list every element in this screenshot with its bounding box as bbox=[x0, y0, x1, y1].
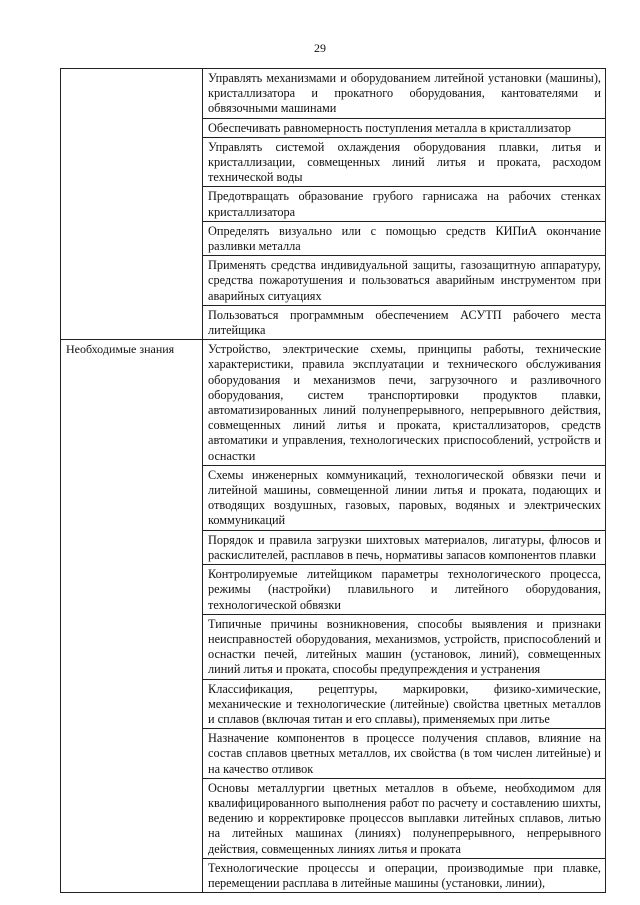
table-cell: Классификация, рецептуры, маркировки, физико-химические, механические и технологические (литейные) свойства цветных металлов и сплавов (включая титан и его сплавы), применяемых при литье bbox=[203, 679, 606, 729]
competency-table bbox=[60, 68, 606, 893]
table-cell: Применять средства индивидуальной защиты, газозащитную аппаратуру, средства пожаротушения и пользоваться аварийным инструментом при аварийных ситуациях bbox=[203, 256, 606, 306]
table-cell: Контролируемые литейщиком параметры технологического процесса, режимы (настройки) плавильного и литейного оборудования, технологической обвязки bbox=[203, 565, 606, 615]
table-row bbox=[61, 69, 606, 119]
table-cell: Управлять системой охлаждения оборудования плавки, литья и кристаллизации, совмещенных линий литья и проката, расходом технической воды bbox=[203, 137, 606, 187]
table-cell: Технологические процессы и операции, производимые при плавке, перемещении расплава в литейные машины (установки, линии), bbox=[203, 858, 606, 892]
table-cell: Порядок и правила загрузки шихтовых материалов, лигатуры, флюсов и раскислителей, расплавов в печь, нормативы запасов компонентов плавки bbox=[203, 530, 606, 564]
table-cell: Предотвращать образование грубого гарнисажа на рабочих стенках кристаллизатора bbox=[203, 187, 606, 221]
table-cell: Устройство, электрические схемы, принципы работы, технические характеристики, правила эксплуатации и технического обслуживания оборудования и механизмов печи, загрузочного и разливочного оборудования, систем транспортировки продуктов плавки, автоматизированных линий полунепрерывного, непрерывного действия, совмещенных линий литья и проката, кристаллизаторов, средств автоматики и управления, технологических приспособлений, устройств и оснастки bbox=[203, 340, 606, 466]
table-cell: Назначение компонентов в процессе получения сплавов, влияние на состав сплавов цветных металлов, их свойства (в том числен литейные) и на качество отливок bbox=[203, 729, 606, 779]
table-cell: Обеспечивать равномерность поступления металла в кристаллизатор bbox=[203, 118, 606, 137]
section-label: Необходимые знания bbox=[61, 340, 203, 893]
table-cell: Управлять механизмами и оборудованием литейной установки (машины), кристаллизатора и прокатного оборудования, кантователями и обвязочными машинами bbox=[203, 69, 606, 119]
table-cell: Схемы инженерных коммуникаций, технологической обвязки печи и литейной машины, совмещенной линии литья и проката, подающих и отводящих воздушных, газовых, паровых, водяных и электрических коммуникаций bbox=[203, 465, 606, 530]
table-row bbox=[61, 340, 606, 466]
page-number: 29 bbox=[314, 41, 326, 55]
section-label bbox=[61, 69, 203, 340]
table-cell: Определять визуально или с помощью средств КИПиА окончание разливки металла bbox=[203, 221, 606, 255]
table-cell: Основы металлургии цветных металлов в объеме, необходимом для квалифицированного выполнения работ по расчету и составлению шихты, ведению и корректировке процессов выплавки литейных сплавов, литью на литейных машинах (линиях) полунепрерывного, непрерывного действия, совмещенных линиях литья и проката bbox=[203, 778, 606, 858]
table-cell: Пользоваться программным обеспечением АСУТП рабочего места литейщика bbox=[203, 305, 606, 339]
table-cell: Типичные причины возникновения, способы выявления и признаки неисправностей оборудования, механизмов, устройств, приспособлений и оснастки печей, литейных машин (установок, линий), совмещенных линий литья и проката, способы предупреждения и устранения bbox=[203, 614, 606, 679]
